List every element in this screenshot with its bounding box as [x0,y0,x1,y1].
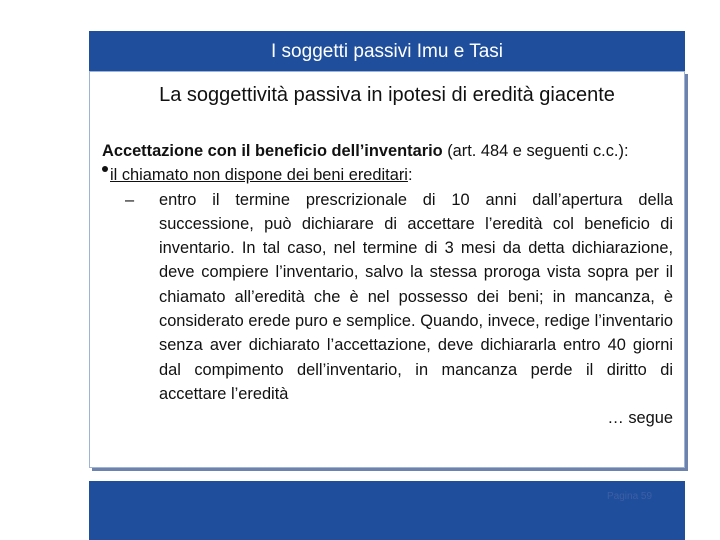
dash-item [125,188,673,407]
bullet-icon [102,166,108,172]
intro-rest-text: (art. 484 e seguenti c.c.): [442,142,629,160]
bullet-underlined-text: il chiamato non dispone dei beni ereditari [110,166,408,185]
dash-icon: – [125,190,135,209]
content-subtitle: La soggettività passiva in ipotesi di eredità giacente [159,84,615,106]
bullet-tail-text: : [407,166,413,185]
dash-item-text: entro il termine prescrizionale di 10 anni dall’apertura della successione, può dichiarare di accettare l’eredità col beneficio di inventario. In tal caso, nel termine di 3 mesi da detta dichiarazione, deve compiere l’inventario, salvo la stessa proroga vista sopra per il chiamato all’eredità che è nel possesso dei beni; in mancanza, è considerato erede puro e semplice. Quando, invece, redige l’inventario senza aver dichiarato l’accettazione, deve dichiararla entro 40 giorni dal compimento dell’inventario, in mancanza perde il diritto di accettare l’eredità [159,190,673,403]
header-bar [89,31,685,71]
intro-bold-text: Accettazione con il beneficio dell’inventario [102,142,443,160]
page-number: Pagina 59 [607,491,653,502]
content-box [89,71,685,468]
bullet-item [102,163,673,187]
footer-bar [89,481,685,540]
slide-title: I soggetti passivi Imu e Tasi [271,40,503,62]
content-body [102,139,673,431]
intro-paragraph [102,139,673,163]
follow-text: … segue [607,409,673,428]
